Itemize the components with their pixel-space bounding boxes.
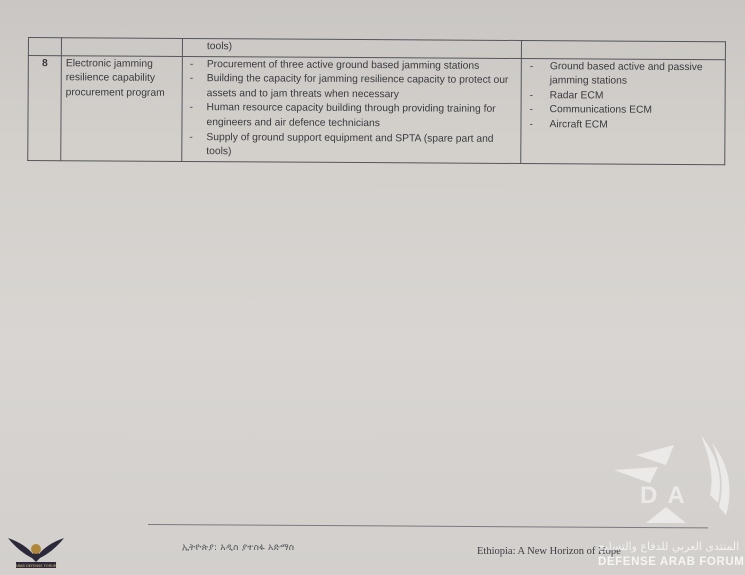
logo-small-text: ARAB DEFENSE FORUM xyxy=(15,564,57,568)
activities-cell xyxy=(182,56,522,163)
cell-empty xyxy=(28,38,61,56)
footer-amharic-title: ኢትዮጵያ: አዲስ ያተስፋ አድማስ xyxy=(182,543,295,553)
program-table xyxy=(27,37,726,165)
activity-item: - Procurement of three active ground based jamming stations xyxy=(187,58,517,75)
activities-list xyxy=(186,58,517,162)
type-item: - Ground based active and passive jamming stations xyxy=(526,60,721,90)
activity-item: - Building the capacity for jamming resilience capacity to protect our assets and to jam threats when necessary xyxy=(187,72,517,103)
types-list xyxy=(525,60,720,134)
type-item: - Communications ECM xyxy=(526,103,721,119)
forum-eagle-logo-icon xyxy=(6,528,66,572)
type-item: - Radar ECM xyxy=(526,89,721,105)
watermark-wing-logo-icon xyxy=(606,425,741,540)
cell-empty xyxy=(521,41,725,60)
types-cell xyxy=(521,58,726,164)
table-row xyxy=(28,55,726,164)
watermark-arabic-text: المنتدى العربي للدفاع والتسليح xyxy=(598,540,740,553)
cell-empty xyxy=(61,38,182,56)
watermark-forum-text: DEFENSE ARAB FORUM xyxy=(598,556,745,568)
watermark-letters: DA xyxy=(640,482,695,509)
program-name: Electronic jamming resilience capability procurement program xyxy=(61,55,183,161)
type-item: - Aircraft ECM xyxy=(525,118,720,134)
row-number: 8 xyxy=(28,55,62,160)
footer-english-title: Ethiopia: A New Horizon of Hope xyxy=(477,546,621,557)
activity-item: - Human resource capacity building through providing training for engineers and air defence technicians xyxy=(186,101,516,132)
activity-item: - Supply of ground support equipment and SPTA (spare part and tools) xyxy=(186,131,516,162)
activities-tail-cell xyxy=(182,38,521,58)
activities-tail-text: tools) xyxy=(206,41,233,53)
